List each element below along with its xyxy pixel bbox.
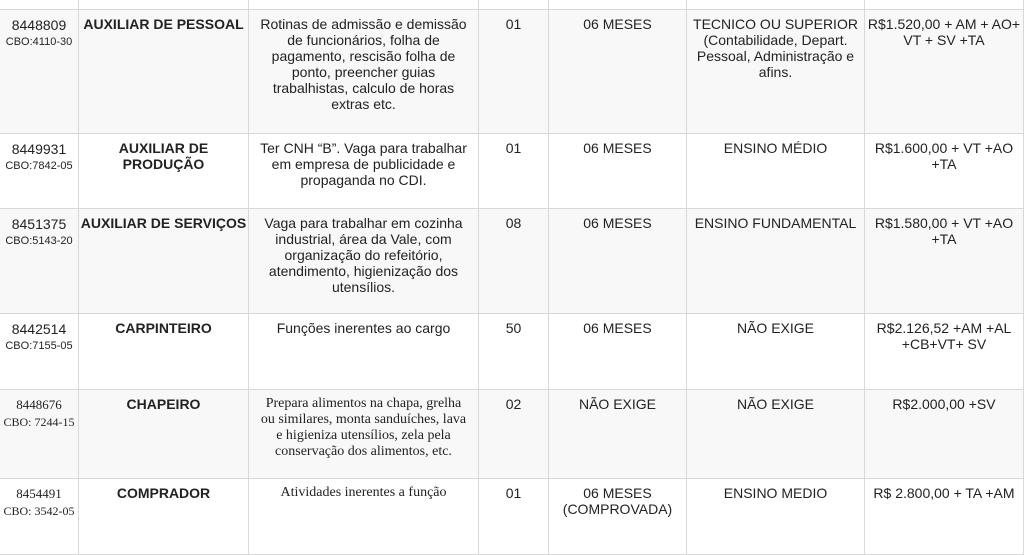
table-row <box>0 134 1024 209</box>
table-row-partial <box>0 0 1024 10</box>
table-row <box>0 314 1024 390</box>
job-code-cell <box>0 209 79 314</box>
job-code: 8454491 <box>16 486 62 501</box>
table-row <box>0 209 1024 314</box>
job-code-cell <box>0 479 79 555</box>
job-vacancies: 02 <box>479 390 549 479</box>
job-code: 8449931 <box>11 141 67 157</box>
job-title: AUXILIAR DE SERVIÇOS <box>79 209 249 314</box>
job-code-cell <box>0 390 79 479</box>
job-code-cell <box>0 134 79 209</box>
job-title: CHAPEIRO <box>79 390 249 479</box>
job-salary: R$1.600,00 + VT +AO +TA <box>865 134 1024 209</box>
job-education: ENSINO MÉDIO <box>687 134 865 209</box>
job-salary: R$2.126,52 +AM +AL +CB+VT+ SV <box>865 314 1024 390</box>
cbo-code: CBO:4110-30 <box>5 36 73 48</box>
table-row <box>0 479 1024 555</box>
cbo-code: CBO: 3542-05 <box>3 504 75 518</box>
job-education: NÃO EXIGE <box>687 314 865 390</box>
job-vacancies: 01 <box>479 479 549 555</box>
job-salary: R$ 2.800,00 + TA +AM <box>865 479 1024 555</box>
cbo-code: CBO:5143-20 <box>5 235 73 247</box>
table-row <box>0 390 1024 479</box>
job-experience: 06 MESES <box>549 209 687 314</box>
job-education: ENSINO MEDIO <box>687 479 865 555</box>
job-code: 8448676 <box>16 397 62 412</box>
job-description: Vaga para trabalhar em cozinha industrial, área da Vale, com organização do refeitório, atendimento, higienização dos utensílios. <box>249 209 479 314</box>
job-description: Ter CNH “B”. Vaga para trabalhar em empresa de publicidade e propaganda no CDI. <box>249 134 479 209</box>
job-experience: 06 MESES <box>549 10 687 134</box>
cbo-code: CBO: 7244-15 <box>3 415 75 429</box>
job-vacancies: 08 <box>479 209 549 314</box>
job-experience: 06 MESES <box>549 314 687 390</box>
job-description: Atividades inerentes a função <box>249 479 479 555</box>
job-salary: R$1.520,00 + AM + AO+ VT + SV +TA <box>865 10 1024 134</box>
job-description: Prepara alimentos na chapa, grelha ou similares, monta sanduíches, lava e higieniza utensílios, zela pela conservação dos alimentos, etc. <box>249 390 479 479</box>
job-title: CARPINTEIRO <box>79 314 249 390</box>
job-education: NÃO EXIGE <box>687 390 865 479</box>
job-vacancies: 01 <box>479 134 549 209</box>
job-code: 8442514 <box>11 321 67 337</box>
job-experience: 06 MESES <box>549 134 687 209</box>
job-code-cell <box>0 314 79 390</box>
job-salary: R$2.000,00 +SV <box>865 390 1024 479</box>
table-row <box>0 10 1024 134</box>
cbo-code: CBO:7155-05 <box>5 340 73 352</box>
job-title: AUXILIAR DE PESSOAL <box>79 10 249 134</box>
job-code: 8451375 <box>11 216 67 232</box>
job-description: Rotinas de admissão e demissão de funcionários, folha de pagamento, rescisão folha de ponto, preencher guias trabalhistas, calculo de horas extras etc. <box>249 10 479 134</box>
job-salary: R$1.580,00 + VT +AO +TA <box>865 209 1024 314</box>
job-education: ENSINO FUNDAMENTAL <box>687 209 865 314</box>
job-vacancies: 50 <box>479 314 549 390</box>
job-title: AUXILIAR DE PRODUÇÃO <box>79 134 249 209</box>
job-experience: 06 MESES (COMPROVADA) <box>549 479 687 555</box>
job-education: TECNICO OU SUPERIOR (Contabilidade, Depart. Pessoal, Administração e afins. <box>687 10 865 134</box>
job-code-cell <box>0 10 79 134</box>
job-code: 8448809 <box>11 17 67 33</box>
cbo-code: CBO:7842-05 <box>5 160 73 172</box>
job-experience: NÃO EXIGE <box>549 390 687 479</box>
job-description: Funções inerentes ao cargo <box>249 314 479 390</box>
job-title: COMPRADOR <box>79 479 249 555</box>
job-vacancies: 01 <box>479 10 549 134</box>
